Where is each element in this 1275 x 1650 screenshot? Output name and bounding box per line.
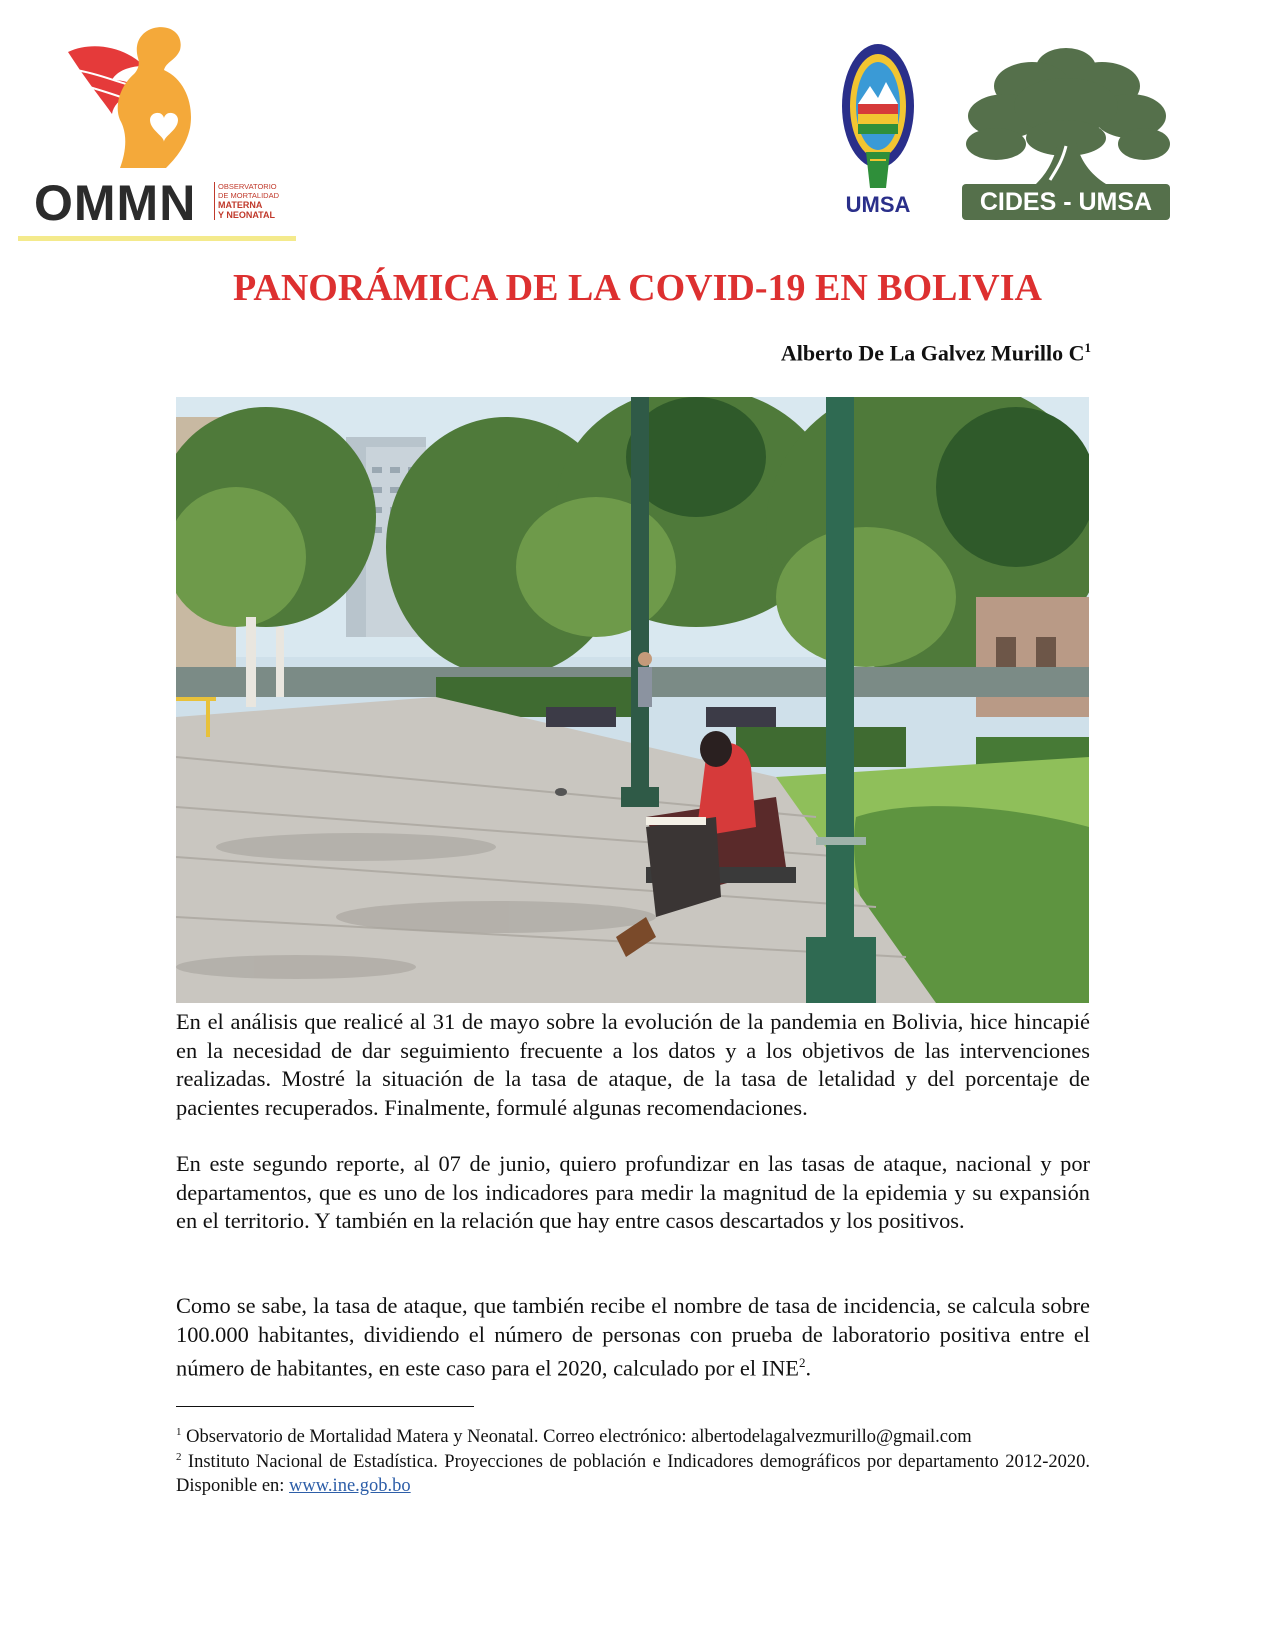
paragraph-2: En este segundo reporte, al 07 de junio, quiero profundizar en las tasas de ataque, nacional y por departamentos, que es uno de los indicadores para medir la magnitud de la epidemia y su expansión en el territorio. Y también en la relación que hay entre casos descartados y los positivos.	[176, 1151, 1090, 1233]
author-line	[781, 340, 1091, 366]
ommn-emblem-icon	[16, 22, 298, 182]
ommn-subtitle-line: Y NEONATAL	[218, 210, 276, 220]
page-title: PANORÁMICA DE LA COVID-19 EN BOLIVIA	[233, 267, 1042, 309]
ommn-subtitle-line: OBSERVATORIO	[218, 182, 277, 191]
tree-icon	[962, 46, 1174, 196]
umsa-seal-icon	[836, 42, 920, 192]
ommn-logo	[16, 22, 298, 244]
ommn-subtitle-line: DE MORTALIDAD	[218, 191, 279, 200]
author-name: Alberto De La Galvez Murillo C	[780, 340, 1085, 366]
cides-umsa-logo	[962, 46, 1174, 222]
footnote-number: 2	[176, 1451, 182, 1463]
ine-link[interactable]: www.ine.gob.bo	[289, 1476, 411, 1497]
umsa-logo	[836, 42, 920, 222]
footnote-text: Observatorio de Mortalidad Matera y Neonatal. Correo electrónico: albertodelagalvezmurillo@gmail.com	[186, 1427, 972, 1448]
paragraph-1: En el análisis que realicé al 31 de mayo sobre la evolución de la pandemia en Bolivia, hice hincapié en la necesidad de dar seguimiento frecuente a los datos y a los objetivos de las intervenciones realizadas. Mostré la situación de la tasa de ataque, de la tasa de letalidad y del porcentaje de pacientes recuperados. Finalmente, formulé algunas recomendaciones.	[176, 1009, 1090, 1120]
paragraph-3-text: Como se sabe, la tasa de ataque, que también recibe el nombre de tasa de incidencia, se calcula sobre 100.000 habitantes, dividiendo el número de personas con prueba de laboratorio positiva entre el número de habitantes, en este caso para el 2020, calculado por el INE	[176, 1293, 1090, 1381]
footnote-ref-2: 2	[798, 1355, 806, 1370]
paragraph-3	[176, 1292, 1090, 1383]
footnote-text: Instituto Nacional de Estadística. Proyecciones de población e Indicadores demográficos por departamento 2012-2020. Disponible en:	[176, 1452, 1090, 1497]
paragraph-3-end: .	[805, 1355, 812, 1381]
park-photo	[176, 397, 1089, 1003]
ommn-wordmark: OMMN	[34, 175, 197, 231]
footnote-number: 1	[176, 1426, 182, 1438]
ommn-subtitle-line: MATERNA	[218, 200, 263, 210]
ommn-logo-underline	[18, 236, 296, 241]
author-footnote-ref: 1	[1084, 340, 1091, 355]
umsa-wordmark: UMSA	[845, 192, 911, 217]
ommn-subtitle	[214, 182, 298, 220]
cides-umsa-label: CIDES - UMSA	[962, 184, 1170, 220]
footnote-2	[176, 1445, 1090, 1498]
footnote-divider	[176, 1406, 474, 1407]
park-scene-image	[176, 397, 1089, 1003]
